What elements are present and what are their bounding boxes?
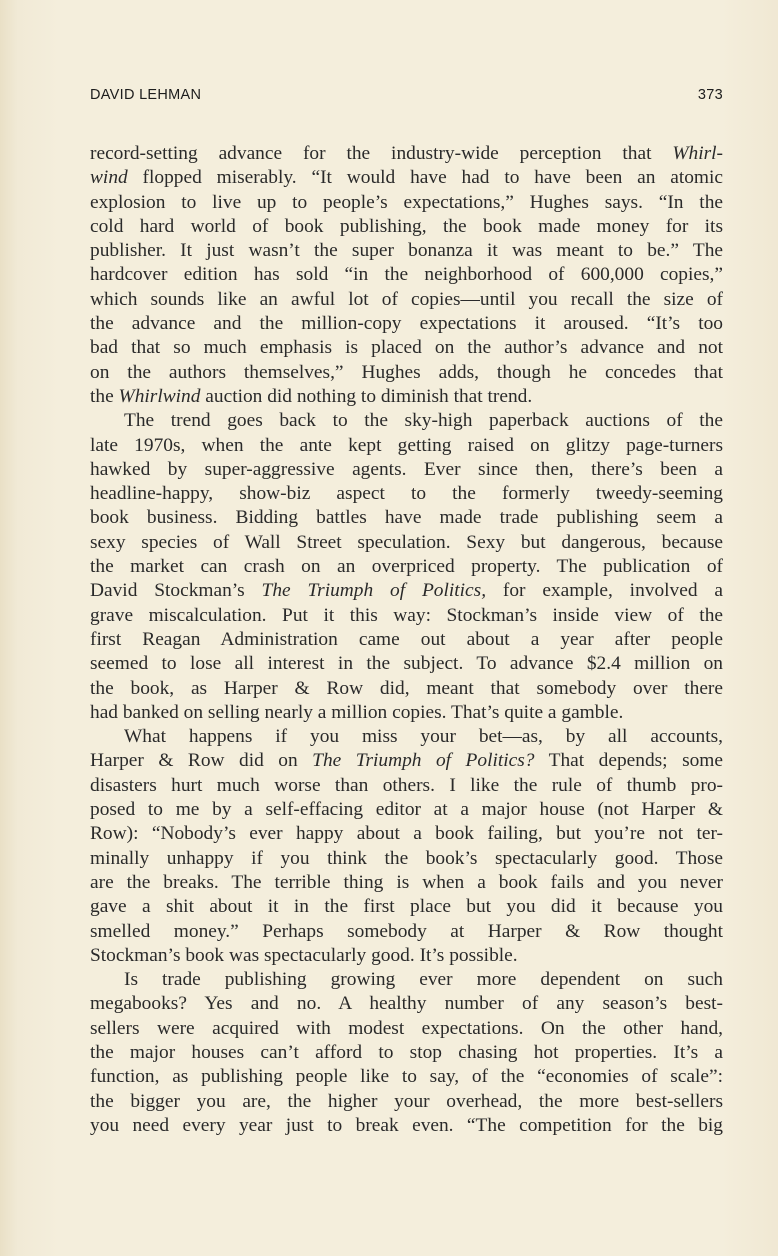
text-run: Stockman’s book was spectacularly good. It’s possible. bbox=[90, 944, 518, 966]
text-line bbox=[90, 409, 723, 433]
text-run: hawked by super-aggressive agents. Ever since then, there’s been a bbox=[90, 458, 723, 480]
text-run: the bigger you are, the higher your overhead, the more best-sellers bbox=[90, 1090, 723, 1112]
text-line bbox=[90, 944, 723, 968]
running-head-author: DAVID LEHMAN bbox=[90, 87, 202, 103]
text-run: you need every year just to break even. “The competition for the big bbox=[90, 1114, 723, 1136]
text-run: explosion to live up to people’s expectations,” Hughes says. “In the bbox=[90, 191, 723, 213]
text-run: grave miscalculation. Put it this way: Stockman’s inside view of the bbox=[90, 604, 723, 626]
text-run: on the authors themselves,” Hughes adds, though he concedes that bbox=[90, 361, 723, 383]
text-run: flopped miserably. “It would have had to have been an atomic bbox=[127, 167, 723, 189]
text-run: posed to me by a self-effacing editor at a major house (not Harper & bbox=[90, 799, 723, 821]
text-line bbox=[90, 312, 723, 336]
text-run: bad that so much emphasis is placed on the author’s advance and not bbox=[90, 337, 723, 359]
paragraph bbox=[90, 142, 723, 409]
text-run: minally unhappy if you think the book’s spectacularly good. Those bbox=[90, 847, 723, 869]
text-run: cold hard world of book publishing, the book made money for its bbox=[90, 215, 723, 237]
text-line bbox=[90, 579, 723, 603]
text-line bbox=[90, 555, 723, 579]
text-run: for example, involved a bbox=[486, 580, 723, 602]
text-run: sexy species of Wall Street speculation. Sexy but dangerous, because bbox=[90, 531, 723, 553]
text-run: sellers were acquired with modest expectations. On the other hand, bbox=[90, 1017, 723, 1039]
text-run: headline-happy, show-biz aspect to the formerly tweedy-seeming bbox=[90, 483, 723, 505]
text-line bbox=[90, 847, 723, 871]
text-line bbox=[90, 1114, 723, 1138]
italic-title: Whirlwind bbox=[118, 385, 201, 407]
italic-title: wind bbox=[90, 167, 128, 189]
text-run: Row): “Nobody’s ever happy about a book failing, but you’re not ter- bbox=[90, 823, 723, 845]
text-line bbox=[90, 361, 723, 385]
running-header bbox=[90, 87, 723, 109]
page-number: 373 bbox=[697, 87, 723, 103]
text-line bbox=[90, 142, 723, 166]
text-run: book business. Bidding battles have made trade publishing seem a bbox=[90, 507, 723, 529]
text-run: David Stockman’s bbox=[90, 580, 262, 602]
text-line bbox=[90, 1041, 723, 1065]
paragraph bbox=[90, 725, 723, 968]
text-run: seemed to lose all interest in the subject. To advance $2.4 million on bbox=[90, 653, 723, 675]
italic-title: Whirl- bbox=[672, 143, 723, 164]
text-run: The trend goes back to the sky-high paperback auctions of the bbox=[124, 410, 723, 432]
text-run: the market can crash on an overpriced property. The publication of bbox=[90, 556, 723, 578]
text-line bbox=[90, 871, 723, 895]
text-line bbox=[90, 191, 723, 215]
text-run: hardcover edition has sold “in the neighborhood of 600,000 copies,” bbox=[90, 264, 723, 286]
text-line bbox=[90, 336, 723, 360]
text-run: the advance and the million-copy expectations it aroused. “It’s too bbox=[90, 313, 723, 335]
text-run: Is trade publishing growing ever more dependent on such bbox=[124, 969, 723, 991]
text-run: the book, as Harper & Row did, meant that somebody over there bbox=[90, 677, 723, 699]
text-line bbox=[90, 458, 723, 482]
text-run: the bbox=[90, 385, 119, 407]
italic-title: The Triumph of Politics, bbox=[261, 580, 487, 602]
italic-title: The Triumph of Politics? bbox=[312, 750, 535, 772]
text-line bbox=[90, 822, 723, 846]
text-run: disasters hurt much worse than others. I like the rule of thumb pro- bbox=[90, 774, 723, 796]
text-line bbox=[90, 506, 723, 530]
text-line bbox=[90, 1017, 723, 1041]
text-run: record-setting advance for the industry-wide perception that bbox=[90, 143, 673, 164]
text-line bbox=[90, 531, 723, 555]
text-line bbox=[90, 604, 723, 628]
text-run: had banked on selling nearly a million copies. That’s quite a gamble. bbox=[90, 701, 624, 723]
text-line bbox=[90, 1090, 723, 1114]
text-line bbox=[90, 215, 723, 239]
text-run: gave a shit about it in the first place but you did it because you bbox=[90, 896, 723, 918]
text-line bbox=[90, 166, 723, 190]
text-run: megabooks? Yes and no. A healthy number of any season’s best- bbox=[90, 993, 723, 1015]
text-line bbox=[90, 434, 723, 458]
text-line bbox=[90, 895, 723, 919]
text-line bbox=[90, 239, 723, 263]
text-run: smelled money.” Perhaps somebody at Harper & Row thought bbox=[90, 920, 723, 942]
text-line bbox=[90, 701, 723, 725]
text-run: the major houses can’t afford to stop chasing hot properties. It’s a bbox=[90, 1041, 723, 1063]
text-run: auction did nothing to diminish that trend. bbox=[200, 385, 533, 407]
text-line bbox=[90, 968, 723, 992]
body-text bbox=[90, 142, 723, 1138]
text-line bbox=[90, 774, 723, 798]
text-line bbox=[90, 385, 723, 409]
paragraph bbox=[90, 409, 723, 725]
text-line bbox=[90, 920, 723, 944]
text-line bbox=[90, 749, 723, 773]
text-line bbox=[90, 992, 723, 1016]
text-run: are the breaks. The terrible thing is when a book fails and you never bbox=[90, 871, 723, 893]
text-line bbox=[90, 652, 723, 676]
text-run: That depends; some bbox=[534, 750, 723, 772]
text-run: which sounds like an awful lot of copies—until you recall the size of bbox=[90, 288, 723, 310]
paragraph bbox=[90, 968, 723, 1138]
text-line bbox=[90, 677, 723, 701]
text-line bbox=[90, 263, 723, 287]
text-line bbox=[90, 798, 723, 822]
text-run: Harper & Row did on bbox=[90, 750, 313, 772]
text-line bbox=[90, 725, 723, 749]
text-line bbox=[90, 628, 723, 652]
text-run: What happens if you miss your bet—as, by all accounts, bbox=[124, 726, 723, 748]
text-run: first Reagan Administration came out about a year after people bbox=[90, 628, 723, 650]
text-run: late 1970s, when the ante kept getting raised on glitzy page-turners bbox=[90, 434, 723, 456]
text-line bbox=[90, 1065, 723, 1089]
text-run: publisher. It just wasn’t the super bonanza it was meant to be.” The bbox=[90, 240, 723, 262]
text-run: function, as publishing people like to say, of the “economies of scale”: bbox=[90, 1066, 723, 1088]
text-line bbox=[90, 482, 723, 506]
text-line bbox=[90, 288, 723, 312]
